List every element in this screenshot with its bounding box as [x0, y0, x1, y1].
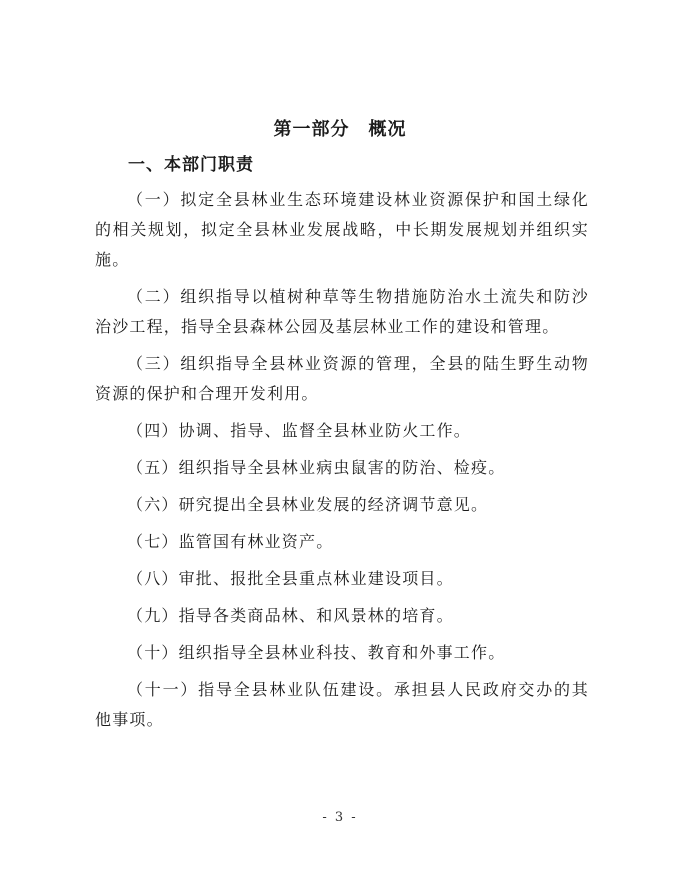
paragraph-3: （三）组织指导全县林业资源的管理，全县的陆生野生动物资源的保护和合理开发利用。	[95, 354, 589, 403]
paragraph-8: （八）审批、报批全县重点林业建设项目。	[127, 569, 454, 588]
paragraph-9: （九）指导各类商品林、和风景林的培育。	[127, 606, 454, 625]
section-heading: 一、本部门职责	[128, 155, 254, 175]
paragraph-11: （十一）指导全县林业队伍建设。承担县人民政府交办的其他事项。	[95, 680, 589, 729]
paragraph-1: （一）拟定全县林业生态环境建设林业资源保护和国土绿化的相关规划，拟定全县林业发展战略，中长期发展规划并组织实施。	[95, 190, 589, 269]
paragraph-6: （六）研究提出全县林业发展的经济调节意见。	[127, 495, 489, 514]
responsibilities-list	[95, 185, 589, 742]
page-number: - 3 -	[322, 810, 358, 825]
paragraph-2: （二）组织指导以植树种草等生物措施防治水土流失和防沙治沙工程，指导全县森林公园及基层林业工作的建设和管理。	[95, 287, 589, 336]
page-title: 第一部分 概况	[273, 119, 407, 140]
paragraph-10: （十）组织指导全县林业科技、教育和外事工作。	[127, 643, 506, 662]
paragraph-7: （七）监管国有林业资产。	[127, 532, 334, 551]
paragraph-5: （五）组织指导全县林业病虫鼠害的防治、检疫。	[127, 458, 506, 477]
paragraph-4: （四）协调、指导、监督全县林业防火工作。	[127, 421, 472, 440]
